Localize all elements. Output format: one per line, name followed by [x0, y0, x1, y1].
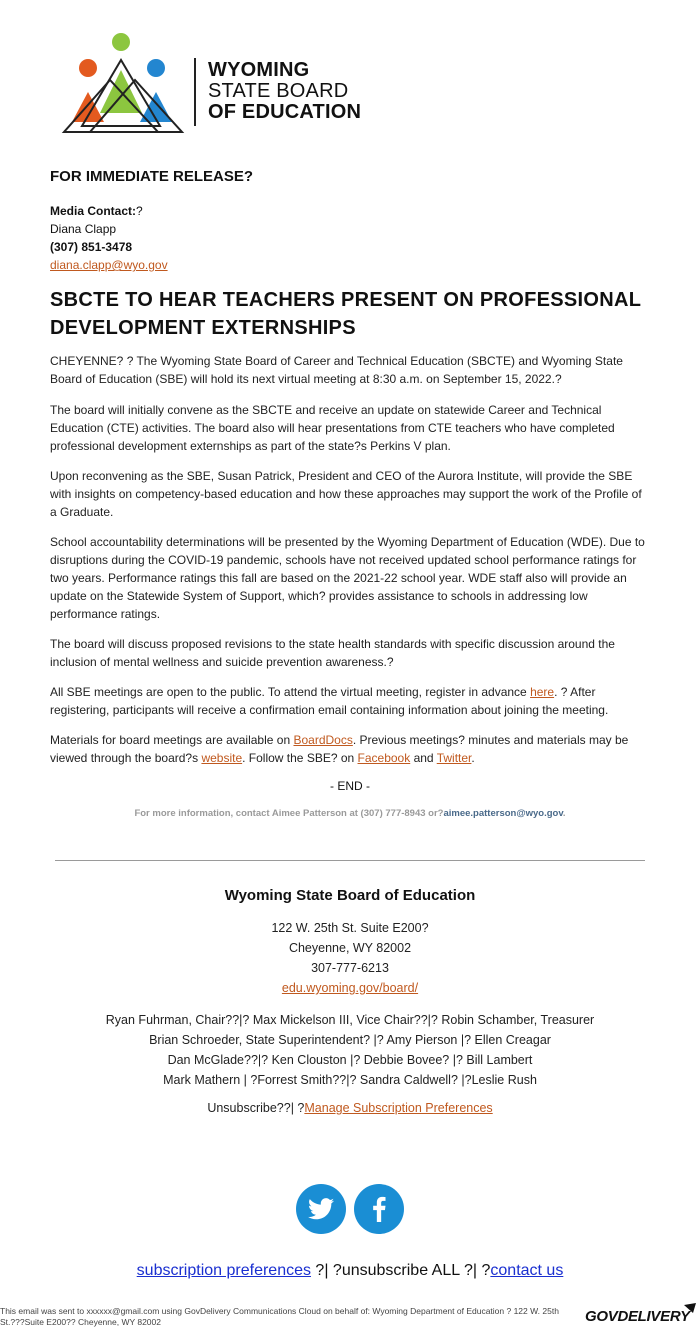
contact-us-link[interactable]: contact us: [490, 1262, 564, 1279]
contact-label-suffix: ?: [136, 204, 143, 218]
p7-text-a: Materials for board meetings are available on: [50, 733, 294, 747]
p7-text-b: . Previous meetings? minutes and materials may be viewed through the board?s: [50, 733, 629, 765]
p6-text-a: All SBE meetings are open to the public. To attend the virtual meeting, register in advance: [50, 685, 531, 699]
p7-text-d: and: [410, 751, 437, 765]
org-name: Wyoming State Board of Education: [224, 887, 476, 904]
paragraph-6: [50, 683, 650, 719]
register-here-link[interactable]: here: [530, 685, 555, 699]
logo-line-2: STATE BOARD: [208, 80, 349, 102]
website-link[interactable]: website: [201, 751, 243, 765]
members-line-1: Ryan Fuhrman, Chair??|? Max Mickelson III, Vice Chair??|? Robin Schamber, Treasurer: [105, 1013, 595, 1027]
p7-text-e: .: [471, 751, 475, 765]
boarddocs-link[interactable]: BoardDocs: [293, 733, 353, 747]
subscription-preferences-link[interactable]: subscription preferences: [136, 1262, 311, 1279]
unsubscribe-text: Unsubscribe??| ?: [207, 1101, 305, 1115]
members-line-2: Brian Schroeder, State Superintendent? |? Amy Pierson |? Ellen Creagar: [149, 1033, 551, 1047]
paragraph-3: Upon reconvening as the SBE, Susan Patrick, President and CEO of the Aurora Institute, will provide the SBE with insights on competency-based education and how these approaches may support the work of the Profile of a Graduate.: [50, 469, 642, 519]
contact-name: Diana Clapp: [50, 222, 117, 236]
members-line-4: Mark Mathern | ?Forrest Smith??|? Sandra Caldwell? |?Leslie Rush: [163, 1073, 537, 1087]
twitter-icon: [308, 1198, 334, 1220]
address-line-2: Cheyenne, WY 82002: [288, 941, 412, 955]
paragraph-1: CHEYENNE? ? The Wyoming State Board of Career and Technical Education (SBCTE) and Wyoming State Board of Education (SBE) will hold its next virtual meeting at 8:30 a.m. on September 15, 2022.?: [50, 354, 623, 386]
more-info: [0, 808, 700, 819]
contact-label: Media Contact:: [50, 204, 137, 218]
paragraph-5: The board will discuss proposed revisions to the state health standards with specific discussion around the inclusion of mental wellness and suicide prevention awareness.?: [50, 637, 615, 669]
logo-divider: [194, 58, 196, 126]
contact-phone: (307) 851-3478: [50, 240, 133, 254]
more-info-email: aimee.patterson@wyo.gov: [443, 808, 563, 819]
govdelivery-logo: GOVDELIVERY: [585, 1308, 690, 1325]
unsubscribe-line: [0, 1101, 700, 1115]
org-phone: 307-777-6213: [311, 961, 389, 975]
logo-line-3: OF EDUCATION: [208, 101, 362, 123]
p6-text-b: . ? After registering, participants will receive a confirmation email containing information about joining the meeting.: [50, 685, 609, 717]
members-line-3: Dan McGlade??|? Ken Clouston |? Debbie Bovee? |? Bill Lambert: [167, 1053, 533, 1067]
manage-preferences-link[interactable]: Manage Subscription Preferences: [304, 1101, 493, 1115]
paragraph-4: School accountability determinations will be presented by the Wyoming Department of Education (WDE). Due to disruptions during the COVID-19 pandemic, schools have not received updated school performance ratings for two years. Performance ratings this fall are based on the 2021-22 school year. WDE staff also will provide an update on the Statewide System of Support, which? provides assistance to schools in addressing low performance ratings.: [50, 535, 645, 621]
p7-text-c: . Follow the SBE? on: [242, 751, 358, 765]
logo-line-1: WYOMING: [208, 59, 310, 81]
logo-orange-circle: [79, 59, 97, 77]
release-label: FOR IMMEDIATE RELEASE?: [50, 168, 254, 185]
contact-email-link[interactable]: diana.clapp@wyo.gov: [50, 258, 168, 272]
org-address: [0, 918, 700, 998]
footer-links-separator: ?| ?unsubscribe ALL ?| ?: [310, 1262, 491, 1279]
headline: SBCTE TO HEAR TEACHERS PRESENT ON PROFESSIONAL DEVELOPMENT EXTERNSHIPS: [50, 289, 641, 339]
end-marker: - END -: [330, 779, 370, 793]
paragraph-2: The board will initially convene as the SBCTE and receive an update on statewide Career and Technical Education (CTE) activities. The board also will hear presentations from CTE teachers who have completed professional development externships as part of the state?s Perkins V plan.: [50, 403, 615, 453]
logo-green-circle: [112, 33, 130, 51]
paragraph-7: [50, 731, 650, 767]
facebook-button[interactable]: [354, 1184, 404, 1234]
board-members: [0, 1010, 700, 1090]
facebook-icon: [372, 1196, 386, 1222]
more-info-text: For more information, contact Aimee Patterson at (307) 777-8943 or?: [134, 808, 444, 819]
logo-wordmark: [208, 60, 361, 123]
divider: [55, 860, 645, 861]
media-contact: [50, 202, 168, 274]
facebook-link[interactable]: Facebook: [357, 751, 411, 765]
envelope-icon: [683, 1302, 697, 1314]
footer-links: [0, 1262, 700, 1280]
logo-blue-circle: [147, 59, 165, 77]
footer-note: This email was sent to xxxxxx@gmail.com using GovDelivery Communications Cloud on behalf of: Wyoming Department of Education ? 122 W. 25th St.???Suite E200?? Cheyenne, WY 82002: [0, 1306, 559, 1327]
more-info-period: .: [562, 808, 566, 819]
twitter-button[interactable]: [296, 1184, 346, 1234]
org-website-link[interactable]: edu.wyoming.gov/board/: [281, 981, 419, 995]
address-line-1: 122 W. 25th St. Suite E200?: [271, 921, 429, 935]
twitter-link[interactable]: Twitter: [436, 751, 472, 765]
